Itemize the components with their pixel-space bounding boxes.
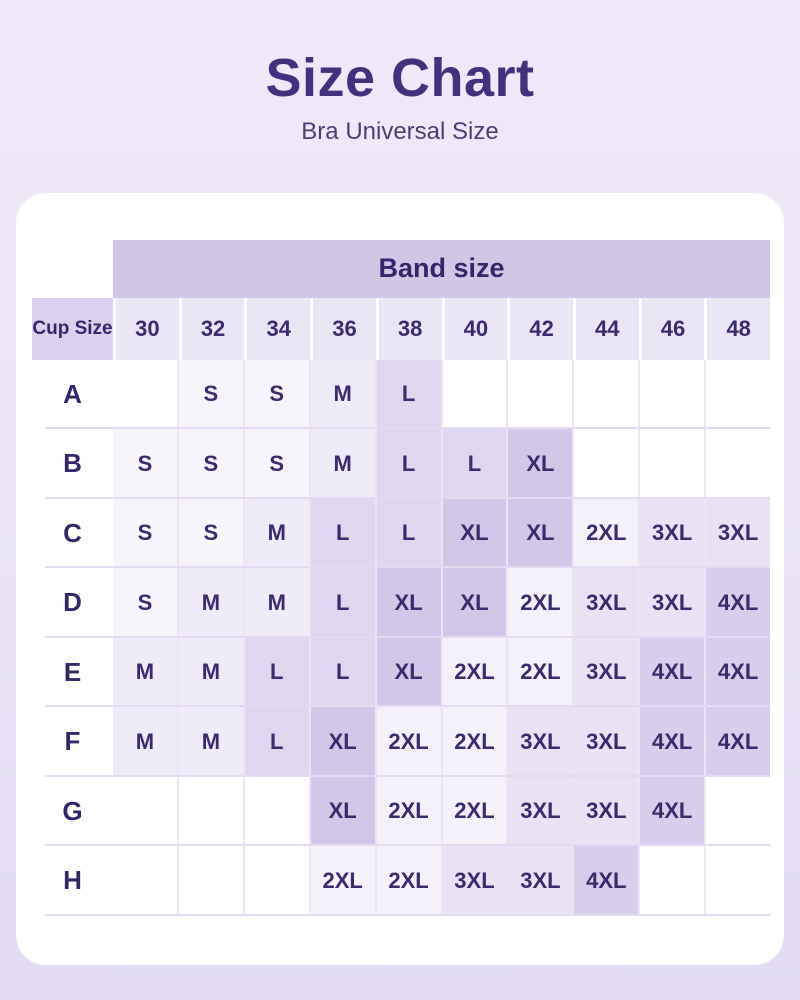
size-cell: M (177, 707, 243, 777)
size-cell: 2XL (375, 777, 441, 847)
band-size-cell: 38 (376, 298, 442, 360)
band-size-cell: 46 (639, 298, 705, 360)
size-cell: S (243, 429, 309, 499)
size-table (32, 193, 770, 916)
size-cell (638, 429, 704, 499)
size-cell: XL (506, 429, 572, 499)
size-cell: 3XL (572, 638, 638, 708)
table-row (32, 777, 770, 847)
size-cell: 3XL (441, 846, 507, 916)
cup-size-label: C (63, 517, 82, 548)
size-cell: L (309, 638, 375, 708)
size-cell (113, 846, 177, 916)
size-cell: 3XL (506, 707, 572, 777)
page-header (0, 0, 800, 146)
table-row (32, 846, 770, 916)
size-cell (243, 777, 309, 847)
table-row (32, 429, 770, 499)
size-cell: L (375, 499, 441, 569)
size-cell: L (243, 707, 309, 777)
size-cell: M (113, 638, 177, 708)
size-cell: XL (375, 568, 441, 638)
table-body (32, 360, 770, 916)
size-cell: M (243, 568, 309, 638)
size-cell: XL (441, 568, 507, 638)
page-subtitle: Bra Universal Size (301, 117, 499, 145)
band-size-cell: 48 (704, 298, 770, 360)
size-cell: 4XL (638, 638, 704, 708)
size-cell: 3XL (506, 777, 572, 847)
band-size-header: Band size (113, 240, 770, 298)
size-cell: L (441, 429, 507, 499)
size-cell: 3XL (638, 568, 704, 638)
table-row (32, 360, 770, 430)
band-size-cell: 34 (244, 298, 310, 360)
size-cell (441, 360, 507, 430)
size-cell: 2XL (572, 499, 638, 569)
size-cell: 2XL (506, 638, 572, 708)
size-cell: 2XL (375, 707, 441, 777)
cup-size-label: E (63, 656, 82, 687)
size-cell: XL (309, 777, 375, 847)
size-cell: 3XL (506, 846, 572, 916)
cup-size-label: H (63, 865, 82, 896)
size-cell (506, 360, 572, 430)
size-cell: S (177, 360, 243, 430)
size-cell: S (243, 360, 309, 430)
cup-size-label: A (63, 378, 82, 409)
size-cell (638, 360, 704, 430)
size-cell: S (177, 429, 243, 499)
size-cell: XL (375, 638, 441, 708)
table-row (32, 638, 770, 708)
size-chart-card (16, 193, 784, 965)
size-cell: M (177, 568, 243, 638)
size-cell (113, 777, 177, 847)
size-cell (113, 360, 177, 430)
size-cell (243, 846, 309, 916)
size-cell: L (375, 360, 441, 430)
size-cell: 2XL (441, 707, 507, 777)
size-cell: 2XL (441, 638, 507, 708)
size-cell: 4XL (572, 846, 638, 916)
size-cell: S (113, 429, 177, 499)
band-size-cell: 36 (310, 298, 376, 360)
band-size-cell: 40 (442, 298, 508, 360)
cup-size-corner-label: Cup Size (32, 298, 113, 360)
size-cell: 4XL (638, 777, 704, 847)
size-cell: XL (441, 499, 507, 569)
size-cell (177, 846, 243, 916)
size-cell: 3XL (704, 499, 770, 569)
size-cell: 3XL (572, 568, 638, 638)
band-header-row (32, 240, 770, 298)
size-cell: 3XL (572, 777, 638, 847)
size-cell: M (309, 429, 375, 499)
size-cell: 2XL (506, 568, 572, 638)
size-cell: 2XL (441, 777, 507, 847)
table-row (32, 499, 770, 569)
size-cell: 4XL (638, 707, 704, 777)
band-size-row (32, 298, 770, 360)
size-cell: L (243, 638, 309, 708)
size-cell (572, 429, 638, 499)
size-cell (704, 429, 770, 499)
size-cell: 2XL (309, 846, 375, 916)
size-cell: L (375, 429, 441, 499)
size-cell: 4XL (704, 638, 770, 708)
size-cell: S (177, 499, 243, 569)
size-cell (704, 846, 770, 916)
size-cell: L (309, 568, 375, 638)
page-title: Size Chart (265, 48, 535, 108)
band-size-cell: 32 (179, 298, 245, 360)
size-cell: 3XL (638, 499, 704, 569)
cup-size-label: B (63, 448, 82, 479)
cup-size-label: D (63, 587, 82, 618)
size-cell (704, 777, 770, 847)
band-size-cell: 42 (507, 298, 573, 360)
size-cell: 4XL (704, 568, 770, 638)
size-cell (177, 777, 243, 847)
size-cell (638, 846, 704, 916)
size-cell: XL (309, 707, 375, 777)
band-size-cell: 44 (573, 298, 639, 360)
size-cell: M (309, 360, 375, 430)
size-cell: XL (506, 499, 572, 569)
size-cell (704, 360, 770, 430)
size-cell: 4XL (704, 707, 770, 777)
size-cell: M (177, 638, 243, 708)
size-cell: S (113, 568, 177, 638)
size-cell: L (309, 499, 375, 569)
cup-size-label: F (64, 726, 81, 757)
size-cell: 2XL (375, 846, 441, 916)
size-cell: 3XL (572, 707, 638, 777)
table-row (32, 568, 770, 638)
cup-size-label: G (62, 795, 83, 826)
band-header-spacer (32, 240, 113, 298)
size-cell (572, 360, 638, 430)
table-row (32, 707, 770, 777)
size-cell: M (113, 707, 177, 777)
band-size-cell: 30 (113, 298, 179, 360)
size-cell: S (113, 499, 177, 569)
size-cell: M (243, 499, 309, 569)
